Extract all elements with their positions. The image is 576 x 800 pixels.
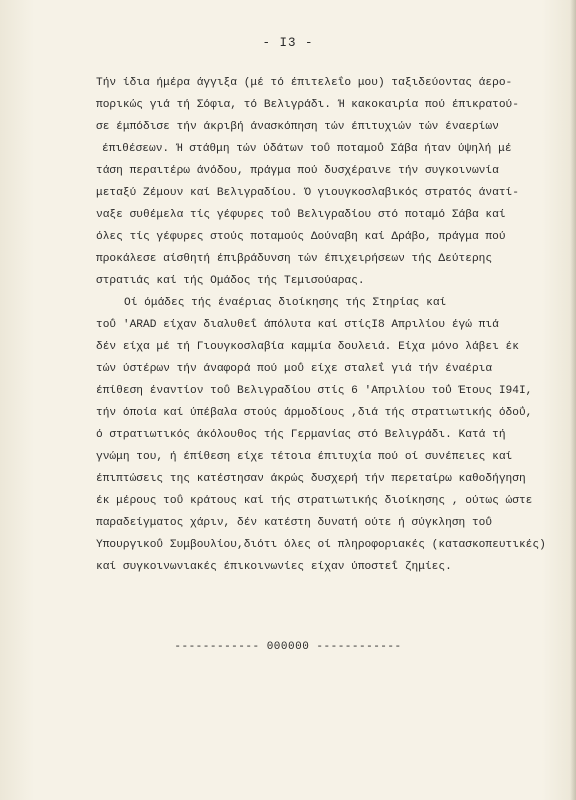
document-body <box>96 72 556 578</box>
text-line: σε έμπόδισε τήν άκριβή άνασκόπηση τών έπιτυχιών τών έναερίων <box>96 121 499 133</box>
text-line: γνώμη του, ή έπίθεση είχε τέτοια έπιτυχία πού οί συνέπειες καί <box>96 451 513 463</box>
page-number: - I3 - <box>262 36 314 50</box>
text-line: τοΰ 'ARAD είχαν διαλυθεΐ άπόλυτα καί στίςI8 Απριλίου έγώ πιά <box>96 319 499 331</box>
text-line: έπιθέσεων. Ή στάθμη τών ύδάτων τοΰ ποταμοΰ Σάβα ήταν ύψηλή μέ <box>102 143 512 155</box>
text-line: τάση περαιτέρω άνόδου, πράγμα πού δυσχέραινε τήν συγκοινωνία <box>96 165 499 177</box>
text-line: στρατιάς καί τής Ομάδος τής Τεμισούαρας. <box>96 275 365 287</box>
text-line: μεταξύ Ζέμουν καί Βελιγραδίου. Ό γιουγκοσλαβικός στρατός άνατί- <box>96 187 519 199</box>
text-line: Τήν ίδια ήμέρα άγγιξα (μέ τό έπιτελεΐο μου) ταξιδεύοντας άερο- <box>96 77 513 89</box>
text-line: τήν όποία καί ύπέβαλα στούς άρμοδίους ,διά τής στρατιωτικής όδοΰ, <box>96 407 533 419</box>
text-line: τών ύστέρων τήν άναφορά πού μοΰ είχε σταλεΐ γιά τήν έναέρια <box>96 363 493 375</box>
text-line: καί συγκοινωνιακές έπικοινωνίες είχαν ύποστεΐ ζημίες. <box>96 561 452 573</box>
text-line: έκ μέρους τοΰ κράτους καί τής στρατιωτικής διοίκησης , ούτως ώστε <box>96 495 533 507</box>
text-line: πορικώς γιά τή Σόφια, τό Βελιγράδι. Ή κακοκαιρία πού έπικρατού- <box>96 99 519 111</box>
text-line: όλες τίς γέφυρες στούς ποταμούς Δούναβη καί Δράβο, πράγμα πού <box>96 231 506 243</box>
text-line: δέν είχα μέ τή Γιουγκοσλαβία καμμία δουλειά. Είχα μόνο λάβει έκ <box>96 341 519 353</box>
text-line: Οί όμάδες τής έναέριας διοίκησης τής Στηρίας καί <box>124 297 447 309</box>
text-line: Υπουργικοΰ Συμβουλίου,διότι όλες οί πληροφοριακές (κατασκοπευτικές) <box>96 539 546 551</box>
text-line: προκάλεσε αίσθητή έπιβράδυνση τών έπιχειρήσεων τής Δεύτερης <box>96 253 493 265</box>
text-line: έπίθεση έναντίον τοΰ Βελιγραδίου στίς 6 'Απριλίου τοΰ Έτους I94I, <box>96 385 533 397</box>
text-line: ό στρατιωτικός άκόλουθος τής Γερμανίας στό Βελιγράδι. Κατά τή <box>96 429 506 441</box>
text-line: ναξε συθέμελα τίς γέφυρες τοΰ Βελιγραδίου στό ποταμό Σάβα καί <box>96 209 506 221</box>
page-edge-shadow <box>570 0 576 800</box>
text-line: παραδείγματος χάριν, δέν κατέστη δυνατή ούτε ή σύγκληση τοΰ <box>96 517 493 529</box>
section-separator: ------------ 000000 ------------ <box>174 641 402 653</box>
text-line: έπιπτώσεις της κατέστησαν άκρώς δυσχερή τήν περεταίρω καθοδήγηση <box>96 473 526 485</box>
